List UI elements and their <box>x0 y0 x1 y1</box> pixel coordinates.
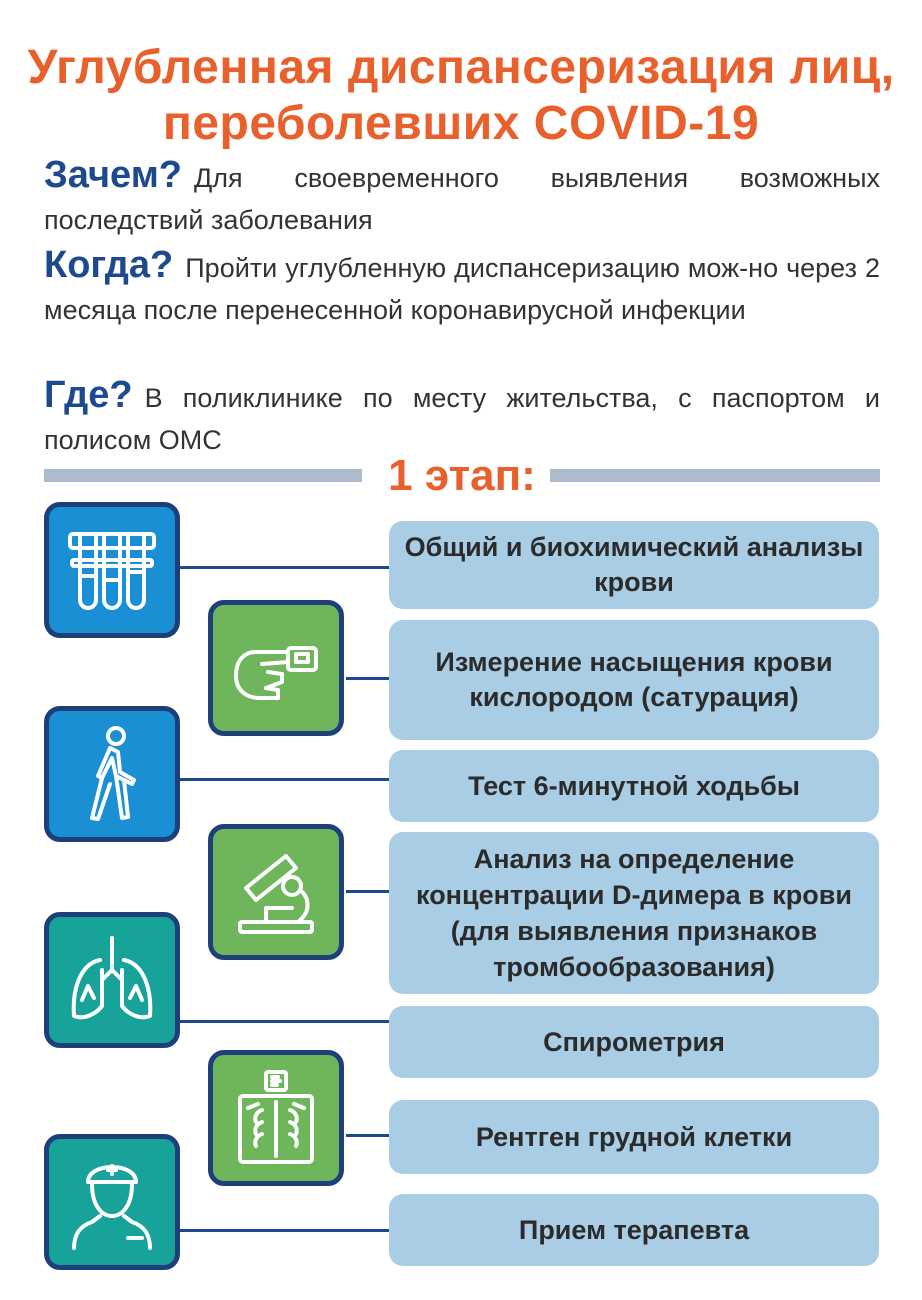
connector-line <box>346 1134 389 1137</box>
page-title <box>0 40 922 152</box>
step-saturation <box>389 620 879 740</box>
connector-line <box>180 1229 389 1232</box>
walking-person-icon-box <box>44 706 180 842</box>
step-label: Измерение насыщения крови кислородом (сатурация) <box>435 647 833 712</box>
question-answer: В поликлинике по месту жительства, с паспортом и полисом ОМС <box>44 383 880 455</box>
step-label: Спирометрия <box>543 1026 725 1057</box>
question-when <box>44 244 880 331</box>
question-label: Где? <box>44 374 133 416</box>
question-where <box>44 374 880 461</box>
doctor-icon <box>62 1152 162 1252</box>
walking-person-icon <box>62 724 162 824</box>
chest-xray-icon <box>226 1068 326 1168</box>
step-label: Рентген грудной клетки <box>475 1121 793 1152</box>
step-walk-test <box>389 750 879 822</box>
question-label: Зачем? <box>44 154 183 196</box>
question-label: Когда? <box>44 244 174 286</box>
connector-line <box>180 1020 389 1023</box>
title-line-2: переболевших COVID-19 <box>162 97 760 150</box>
connector-line <box>346 890 389 893</box>
microscope-icon-box <box>208 824 344 960</box>
step-blood-tests <box>389 521 879 609</box>
pulse-oximeter-icon-box <box>208 600 344 736</box>
question-why <box>44 154 880 241</box>
stage-heading <box>44 451 880 500</box>
question-answer: Пройти углубленную диспансеризацию мож-но через 2 месяца после перенесенной коронавирусной инфекции <box>44 253 880 325</box>
test-tubes-icon-box <box>44 502 180 638</box>
lungs-icon-box <box>44 912 180 1048</box>
title-line-1: Углубленная диспансеризация лиц, <box>27 41 895 94</box>
stage-title: 1 этап: <box>388 451 536 500</box>
connector-line <box>180 566 389 569</box>
step-d-dimer <box>389 832 879 994</box>
step-spirometry <box>389 1006 879 1078</box>
chest-xray-icon-box <box>208 1050 344 1186</box>
step-therapist <box>389 1194 879 1266</box>
microscope-icon <box>226 842 326 942</box>
step-label: Общий и биохимический анализы крови <box>404 532 864 597</box>
lungs-icon <box>62 930 162 1030</box>
test-tubes-icon <box>62 520 162 620</box>
step-label: Тест 6-минутной ходьбы <box>468 770 800 801</box>
step-label: Анализ на определение концентрации D-димера в крови (для выявления признаков тромбообразования) <box>416 844 852 982</box>
question-answer: Для своевременного выявления возможных последствий заболевания <box>44 163 880 235</box>
step-label: Прием терапевта <box>518 1214 750 1245</box>
step-chest-xray <box>389 1100 879 1174</box>
doctor-icon-box <box>44 1134 180 1270</box>
connector-line <box>180 778 389 781</box>
pulse-oximeter-icon <box>226 618 326 718</box>
connector-line <box>346 677 389 680</box>
